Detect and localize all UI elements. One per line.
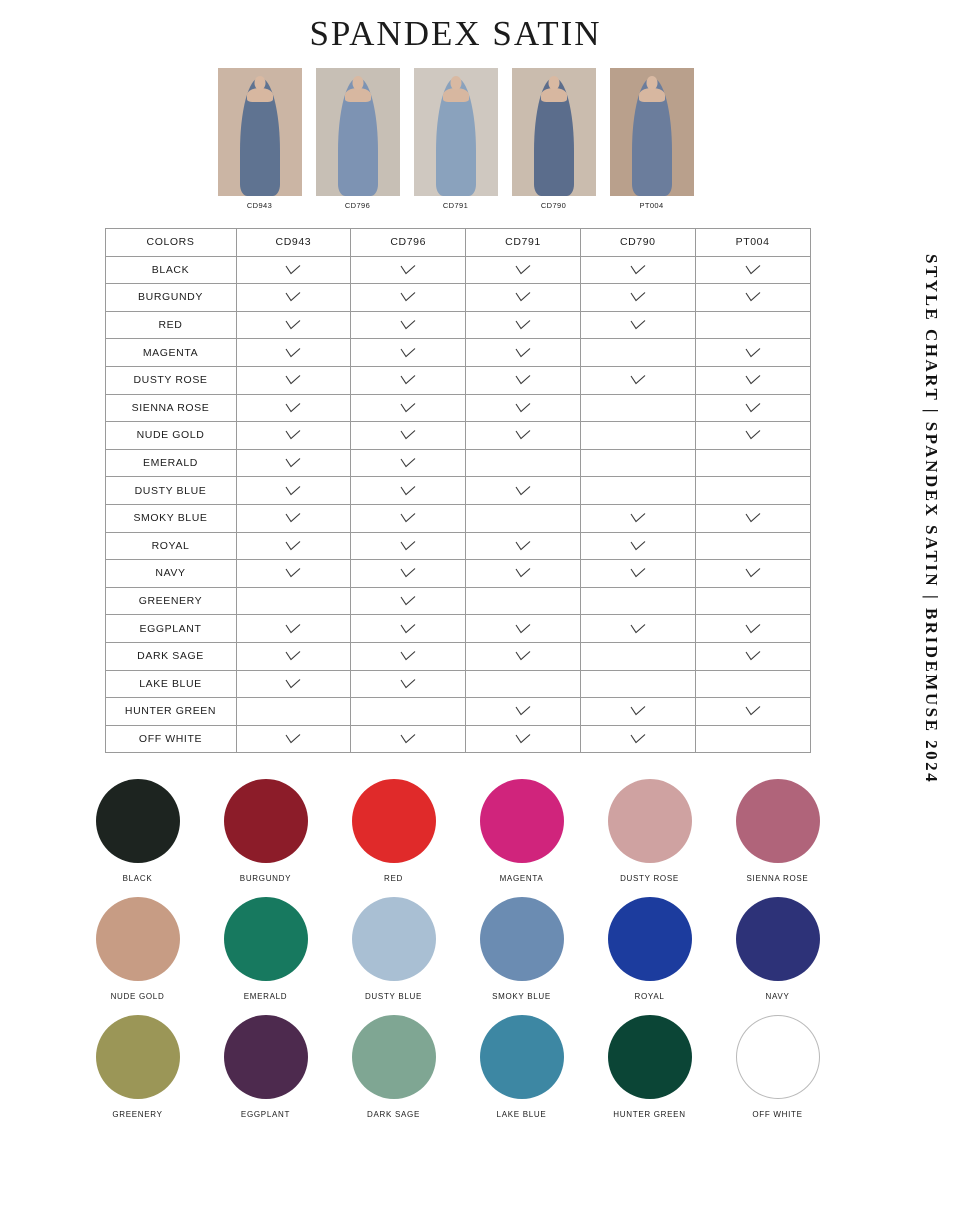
table-cell-available — [351, 256, 466, 284]
dress-photo — [218, 68, 302, 196]
check-icon — [696, 375, 810, 385]
swatch-label: HUNTER GREEN — [613, 1110, 686, 1120]
swatch-row — [78, 779, 838, 883]
check-icon — [351, 375, 465, 385]
dress-thumbnail — [218, 68, 302, 210]
color-swatch — [462, 1015, 582, 1119]
check-icon — [237, 375, 351, 385]
color-swatch — [206, 897, 326, 1001]
table-cell-available — [236, 477, 351, 505]
table-cell-available — [580, 504, 695, 532]
table-cell-available — [466, 642, 581, 670]
table-cell-empty — [580, 339, 695, 367]
table-cell-empty — [695, 725, 810, 753]
table-cell-available — [466, 339, 581, 367]
check-icon — [351, 513, 465, 523]
swatch-dot — [96, 897, 180, 981]
table-cell-empty — [466, 587, 581, 615]
check-icon — [351, 651, 465, 661]
color-swatch — [590, 897, 710, 1001]
check-icon — [581, 541, 695, 551]
swatch-dot — [480, 779, 564, 863]
swatch-label: EMERALD — [243, 992, 288, 1002]
swatch-dot — [480, 1015, 564, 1099]
table-cell-available — [351, 615, 466, 643]
table-cell-available — [236, 642, 351, 670]
check-icon — [351, 486, 465, 496]
check-icon — [237, 624, 351, 634]
table-cell-available — [695, 422, 810, 450]
table-cell-available — [351, 449, 466, 477]
swatch-dot — [736, 897, 820, 981]
table-cell-empty — [236, 698, 351, 726]
dress-photo — [316, 68, 400, 196]
table-cell-color-name: HUNTER GREEN — [105, 698, 236, 726]
table-header-row — [105, 229, 810, 257]
swatch-label: EGGPLANT — [240, 1110, 291, 1120]
color-swatch — [334, 897, 454, 1001]
table-cell-available — [695, 256, 810, 284]
swatch-label: SIENNA ROSE — [746, 874, 809, 884]
check-icon — [581, 375, 695, 385]
check-icon — [581, 320, 695, 330]
check-icon — [466, 375, 580, 385]
table-row — [105, 532, 810, 560]
check-icon — [351, 679, 465, 689]
table-row — [105, 504, 810, 532]
table-cell-empty — [580, 587, 695, 615]
table-cell-available — [466, 311, 581, 339]
table-cell-empty — [695, 311, 810, 339]
check-icon — [466, 265, 580, 275]
table-cell-color-name: EGGPLANT — [105, 615, 236, 643]
table-cell-available — [351, 311, 466, 339]
check-icon — [237, 541, 351, 551]
table-cell-color-name: MAGENTA — [105, 339, 236, 367]
table-row — [105, 449, 810, 477]
dress-photo — [512, 68, 596, 196]
swatch-label: DUSTY ROSE — [620, 874, 679, 884]
table-header-style: CD943 — [236, 229, 351, 257]
swatch-row — [78, 897, 838, 1001]
swatch-label: LAKE BLUE — [496, 1110, 547, 1120]
swatch-dot — [224, 897, 308, 981]
dress-thumbnail-strip — [0, 68, 971, 210]
table-cell-available — [236, 422, 351, 450]
check-icon — [696, 651, 810, 661]
check-icon — [351, 624, 465, 634]
table-cell-available — [351, 642, 466, 670]
color-swatch-area — [78, 779, 838, 1119]
check-icon — [581, 265, 695, 275]
table-cell-empty — [580, 642, 695, 670]
table-cell-available — [236, 311, 351, 339]
table-cell-available — [466, 422, 581, 450]
table-cell-available — [580, 366, 695, 394]
table-cell-color-name: GREENERY — [105, 587, 236, 615]
check-icon — [351, 734, 465, 744]
table-header-colors: COLORS — [105, 229, 236, 257]
check-icon — [581, 734, 695, 744]
table-cell-empty — [695, 449, 810, 477]
check-icon — [351, 568, 465, 578]
color-swatch — [590, 1015, 710, 1119]
table-cell-color-name: DUSTY ROSE — [105, 366, 236, 394]
table-row — [105, 422, 810, 450]
table-cell-available — [580, 615, 695, 643]
table-cell-available — [695, 284, 810, 312]
table-cell-available — [351, 532, 466, 560]
table-row — [105, 670, 810, 698]
table-cell-available — [236, 504, 351, 532]
table-header-style: CD790 — [580, 229, 695, 257]
color-swatch — [462, 779, 582, 883]
table-row — [105, 560, 810, 588]
table-row — [105, 394, 810, 422]
table-cell-available — [466, 284, 581, 312]
dress-thumbnail — [610, 68, 694, 210]
swatch-label: MAGENTA — [499, 874, 544, 884]
check-icon — [466, 541, 580, 551]
table-cell-available — [351, 422, 466, 450]
table-cell-empty — [580, 449, 695, 477]
table-header-style: CD791 — [466, 229, 581, 257]
table-cell-available — [466, 366, 581, 394]
check-icon — [237, 403, 351, 413]
check-icon — [237, 265, 351, 275]
table-header-style: CD796 — [351, 229, 466, 257]
table-cell-color-name: RED — [105, 311, 236, 339]
table-cell-available — [236, 532, 351, 560]
check-icon — [237, 651, 351, 661]
color-swatch — [718, 897, 838, 1001]
table-cell-color-name: LAKE BLUE — [105, 670, 236, 698]
table-cell-empty — [466, 504, 581, 532]
check-icon — [351, 403, 465, 413]
check-icon — [696, 568, 810, 578]
swatch-label: DARK SAGE — [367, 1110, 420, 1120]
table-cell-color-name: DARK SAGE — [105, 642, 236, 670]
check-icon — [237, 348, 351, 358]
table-cell-empty — [695, 587, 810, 615]
table-cell-color-name: NUDE GOLD — [105, 422, 236, 450]
table-cell-available — [580, 311, 695, 339]
check-icon — [351, 458, 465, 468]
table-header-style: PT004 — [695, 229, 810, 257]
check-icon — [466, 706, 580, 716]
swatch-dot — [352, 897, 436, 981]
table-cell-available — [351, 339, 466, 367]
table-cell-available — [580, 698, 695, 726]
check-icon — [351, 348, 465, 358]
check-icon — [237, 734, 351, 744]
table-cell-color-name: ROYAL — [105, 532, 236, 560]
table-cell-available — [351, 284, 466, 312]
swatch-dot — [608, 1015, 692, 1099]
table-cell-available — [580, 725, 695, 753]
table-cell-empty — [695, 670, 810, 698]
table-cell-available — [351, 560, 466, 588]
table-cell-available — [236, 725, 351, 753]
table-cell-available — [695, 366, 810, 394]
swatch-label: SMOKY BLUE — [492, 992, 551, 1002]
table-cell-empty — [351, 698, 466, 726]
table-cell-available — [236, 670, 351, 698]
color-swatch — [78, 779, 198, 883]
table-cell-available — [466, 725, 581, 753]
dress-code-label: CD791 — [442, 201, 469, 210]
dress-code-label: CD796 — [344, 201, 371, 210]
color-swatch — [78, 1015, 198, 1119]
table-cell-available — [466, 532, 581, 560]
check-icon — [351, 292, 465, 302]
table-cell-available — [695, 615, 810, 643]
color-swatch — [462, 897, 582, 1001]
table-row — [105, 311, 810, 339]
table-cell-available — [695, 394, 810, 422]
check-icon — [237, 320, 351, 330]
check-icon — [466, 568, 580, 578]
check-icon — [466, 486, 580, 496]
table-cell-color-name: DUSTY BLUE — [105, 477, 236, 505]
dress-thumbnail — [512, 68, 596, 210]
check-icon — [237, 292, 351, 302]
check-icon — [466, 403, 580, 413]
table-row — [105, 698, 810, 726]
check-icon — [696, 292, 810, 302]
swatch-dot — [736, 779, 820, 863]
check-icon — [466, 292, 580, 302]
table-cell-available — [580, 256, 695, 284]
check-icon — [351, 596, 465, 606]
table-cell-available — [236, 256, 351, 284]
swatch-dot — [736, 1015, 820, 1099]
table-row — [105, 256, 810, 284]
swatch-label: BURGUNDY — [239, 874, 292, 884]
table-cell-available — [236, 449, 351, 477]
table-row — [105, 642, 810, 670]
table-cell-empty — [236, 587, 351, 615]
color-swatch — [206, 1015, 326, 1119]
table-cell-available — [236, 615, 351, 643]
side-caption: STYLE CHART | SPANDEX SATIN | BRIDEMUSE 2024 — [922, 254, 941, 785]
table-cell-available — [580, 532, 695, 560]
dress-thumbnail — [316, 68, 400, 210]
table-row — [105, 587, 810, 615]
swatch-row — [78, 1015, 838, 1119]
table-row — [105, 477, 810, 505]
table-cell-available — [351, 587, 466, 615]
dress-code-label: CD943 — [246, 201, 273, 210]
table-cell-available — [580, 560, 695, 588]
table-cell-available — [695, 642, 810, 670]
table-cell-available — [351, 366, 466, 394]
table-cell-empty — [580, 477, 695, 505]
table-cell-color-name: EMERALD — [105, 449, 236, 477]
check-icon — [696, 430, 810, 440]
table-cell-empty — [695, 532, 810, 560]
swatch-dot — [352, 1015, 436, 1099]
swatch-label: NUDE GOLD — [110, 992, 165, 1002]
page-title: SPANDEX SATIN — [309, 14, 602, 53]
swatch-dot — [224, 779, 308, 863]
table-cell-color-name: BURGUNDY — [105, 284, 236, 312]
dress-photo — [414, 68, 498, 196]
check-icon — [351, 541, 465, 551]
check-icon — [237, 568, 351, 578]
table-cell-available — [351, 504, 466, 532]
table-cell-available — [695, 560, 810, 588]
color-swatch — [718, 1015, 838, 1119]
table-cell-available — [466, 560, 581, 588]
check-icon — [696, 706, 810, 716]
table-cell-available — [695, 504, 810, 532]
check-icon — [581, 513, 695, 523]
table-cell-color-name: NAVY — [105, 560, 236, 588]
check-icon — [581, 706, 695, 716]
check-icon — [696, 624, 810, 634]
table-cell-available — [466, 615, 581, 643]
check-icon — [237, 458, 351, 468]
table-row — [105, 366, 810, 394]
table-cell-available — [351, 670, 466, 698]
swatch-dot — [608, 897, 692, 981]
dress-photo — [610, 68, 694, 196]
table-cell-available — [580, 284, 695, 312]
swatch-label: NAVY — [765, 992, 790, 1002]
check-icon — [581, 292, 695, 302]
color-swatch — [590, 779, 710, 883]
check-icon — [237, 513, 351, 523]
table-cell-available — [351, 394, 466, 422]
swatch-dot — [224, 1015, 308, 1099]
table-cell-available — [236, 284, 351, 312]
table-cell-available — [236, 560, 351, 588]
color-swatch — [78, 897, 198, 1001]
check-icon — [351, 265, 465, 275]
table-row — [105, 615, 810, 643]
table-cell-color-name: SIENNA ROSE — [105, 394, 236, 422]
table-row — [105, 339, 810, 367]
table-cell-empty — [580, 394, 695, 422]
check-icon — [237, 679, 351, 689]
check-icon — [466, 624, 580, 634]
style-chart-table — [105, 228, 811, 753]
table-row — [105, 284, 810, 312]
table-cell-available — [466, 256, 581, 284]
swatch-label: ROYAL — [634, 992, 665, 1002]
swatch-dot — [352, 779, 436, 863]
check-icon — [351, 430, 465, 440]
table-cell-color-name: BLACK — [105, 256, 236, 284]
table-cell-empty — [466, 670, 581, 698]
color-swatch — [334, 1015, 454, 1119]
check-icon — [696, 348, 810, 358]
check-icon — [466, 734, 580, 744]
dress-code-label: PT004 — [639, 201, 664, 210]
table-cell-available — [351, 477, 466, 505]
table-cell-empty — [580, 422, 695, 450]
check-icon — [696, 513, 810, 523]
table-cell-available — [236, 339, 351, 367]
check-icon — [237, 486, 351, 496]
table-cell-color-name: OFF WHITE — [105, 725, 236, 753]
table-cell-available — [466, 477, 581, 505]
table-cell-available — [351, 725, 466, 753]
table-cell-color-name: SMOKY BLUE — [105, 504, 236, 532]
table-cell-available — [695, 339, 810, 367]
swatch-dot — [96, 1015, 180, 1099]
dress-code-label: CD790 — [540, 201, 567, 210]
table-row — [105, 725, 810, 753]
dress-thumbnail — [414, 68, 498, 210]
swatch-label: GREENERY — [112, 1110, 163, 1120]
table-cell-available — [466, 698, 581, 726]
swatch-label: BLACK — [122, 874, 153, 884]
swatch-label: RED — [384, 874, 403, 884]
swatch-dot — [96, 779, 180, 863]
table-cell-available — [236, 366, 351, 394]
swatch-dot — [608, 779, 692, 863]
swatch-dot — [480, 897, 564, 981]
table-cell-empty — [466, 449, 581, 477]
color-swatch — [334, 779, 454, 883]
check-icon — [581, 624, 695, 634]
check-icon — [466, 320, 580, 330]
table-cell-empty — [695, 477, 810, 505]
style-chart-table-wrap — [105, 228, 811, 753]
color-swatch — [718, 779, 838, 883]
check-icon — [237, 430, 351, 440]
check-icon — [696, 265, 810, 275]
check-icon — [466, 430, 580, 440]
check-icon — [466, 348, 580, 358]
table-cell-empty — [580, 670, 695, 698]
color-swatch — [206, 779, 326, 883]
table-cell-available — [236, 394, 351, 422]
check-icon — [581, 568, 695, 578]
check-icon — [351, 320, 465, 330]
check-icon — [466, 651, 580, 661]
table-cell-available — [466, 394, 581, 422]
swatch-label: DUSTY BLUE — [364, 992, 423, 1002]
swatch-label: OFF WHITE — [752, 1110, 803, 1120]
check-icon — [696, 403, 810, 413]
table-cell-available — [695, 698, 810, 726]
